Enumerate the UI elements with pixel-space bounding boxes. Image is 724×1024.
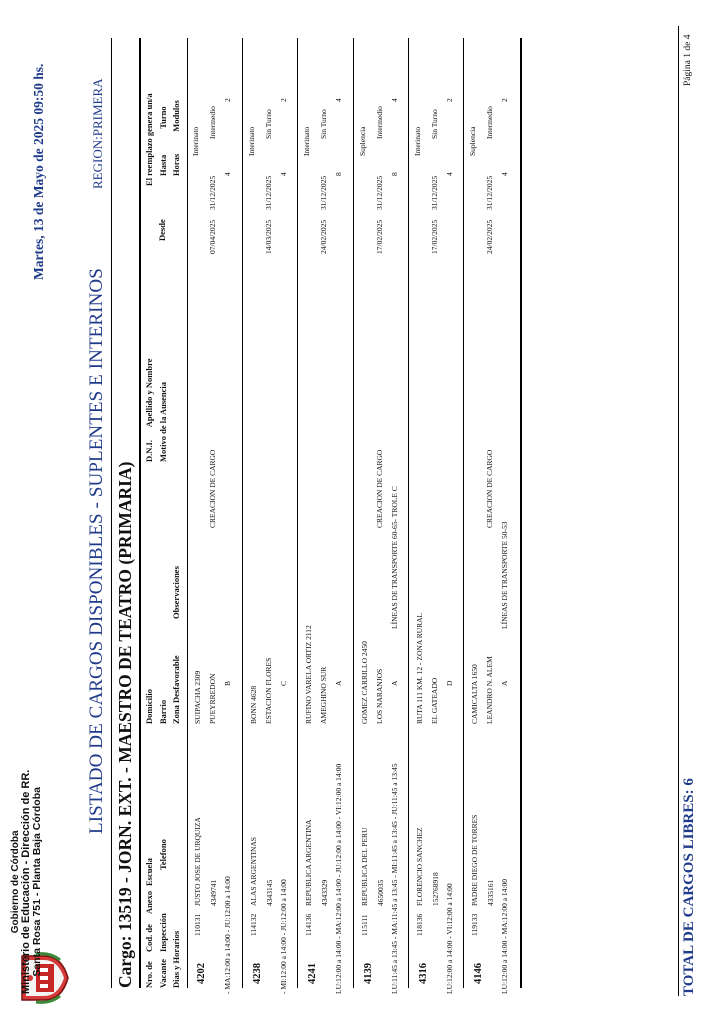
top-divider (111, 38, 112, 988)
institution-line-3: Santa Rosa 751 - Planta Baja Córdoba (31, 787, 43, 977)
page-number: Página 1 de 4 (683, 34, 693, 86)
col-dni: D.N.I. Apellido y Nombre Motivo de la Ausencia (144, 358, 168, 462)
row-divider (242, 38, 243, 988)
col-escuela: Escuela Telefono (144, 839, 168, 886)
table-row: 4139 115111 REPUBLICA DEL PERU 4650035 GOMEZ CARRILLO 2450 LOS NARANJOS A LÍNEAS DE TRANSPORTE 60-65- TROLE C CREACION DE CARGO 17/02/2025 Suplencia 31/12/2025 Intermedio 8 4 LU:11:45 a 13:45 - MA:11:45 a 13:45 - MI:11:45 a 13:45 - JU:11:45 a 13:45 (358, 98, 399, 994)
col-desde: Desde (157, 219, 167, 241)
col-cod: Cod. de Inspección (144, 913, 168, 952)
total-cargos: TOTAL DE CARGOS LIBRES: 6 (681, 778, 697, 996)
report-date: Martes, 13 de Mayo de 2025 09:50 hs. (31, 63, 46, 280)
table-row: 4316 118136 FLORENCIO SANCHEZ 152768918 RUTA 111 KM. 12 - ZONA RURAL EL GATEADO D 17/02/2025 Interinato 31/12/2025 Sin Turno 4 2 LU:12:00 a 14:00 - VI:12:00 a 14:00 (413, 98, 454, 994)
table-row: 4202 110131 JUSTO JOSE DE URQUIZA 4349741 SUIPACHA 2309 PUEYRREDON B CREACION DE CARGO 07/04/2025 Interinato 31/12/2025 Intermedio 4 2 - MA:12:00 a 14:00 - JU:12:00 a 14:00 (191, 98, 232, 994)
cargo-title: Cargo: 13519 - JORN. EXT. - MAESTRO DE TEATRO (PRIMARIA) (115, 461, 135, 988)
report-title: LISTADO DE CARGOS DISPONIBLES - SUPLENTES E INTERINOS (86, 268, 107, 834)
row-divider (297, 38, 298, 988)
footer-divider (678, 26, 679, 996)
table-bottom-divider (520, 38, 522, 988)
col-observaciones: Observaciones (171, 566, 181, 619)
table-row: 4146 119133 PADRE DIEGO DE TORRES 4335161 CAMICALTA 1650 LEANDRO N. ALEM A LÍNEAS DE TRANSPORTE 50-53 CREACION DE CARGO 24/02/2025 Suplencia 31/12/2025 Intermedio 4 2 LU:12:00 a 14:00 - MA:12:00 a 14:00 (468, 98, 509, 994)
row-divider (408, 38, 409, 988)
header-divider (139, 38, 141, 988)
institution-line-1: Gobierno de Córdoba (10, 830, 21, 934)
columns-divider (187, 38, 188, 988)
col-domicilio: Domicilio Barrio Zona Desfavorable (144, 655, 181, 724)
row-divider (463, 38, 464, 988)
table-row: 4241 114136 REPUBLICA ARGENTINA 4343329 RUFINO VARELA ORTIZ 2112 AMEGHINO SUR A 24/02/2025 Interinato 31/12/2025 Sin Turno 8 4 LU:12:00 a 14:00 - MA:12:00 a 14:00 - JU:12:00 a 14:00 - VI:12:00 a 14:00 (302, 98, 343, 994)
col-nro: Nro. de Vacante Dias y Horarios (144, 930, 181, 988)
col-anexo: Anexo (144, 890, 154, 914)
table-row: 4238 114132 ALAS ARGENTINAS 4343145 BONN 4628 ESTACION FLORES C 14/03/2025 Interinato 31/12/2025 Sin Turno 4 2 - MI:12:00 a 14:00 - JU:12:00 a 14:00 (247, 98, 288, 994)
region-label: REGION:PRIMERA (90, 78, 105, 189)
row-divider (353, 38, 354, 988)
institution-line-2: Ministerio de Educación - Dirección de RR. (20, 769, 32, 994)
institution-block (10, 770, 43, 994)
col-reemplazo: El reemplazo genera un/a HastaTurno HorasModulos (144, 93, 181, 186)
